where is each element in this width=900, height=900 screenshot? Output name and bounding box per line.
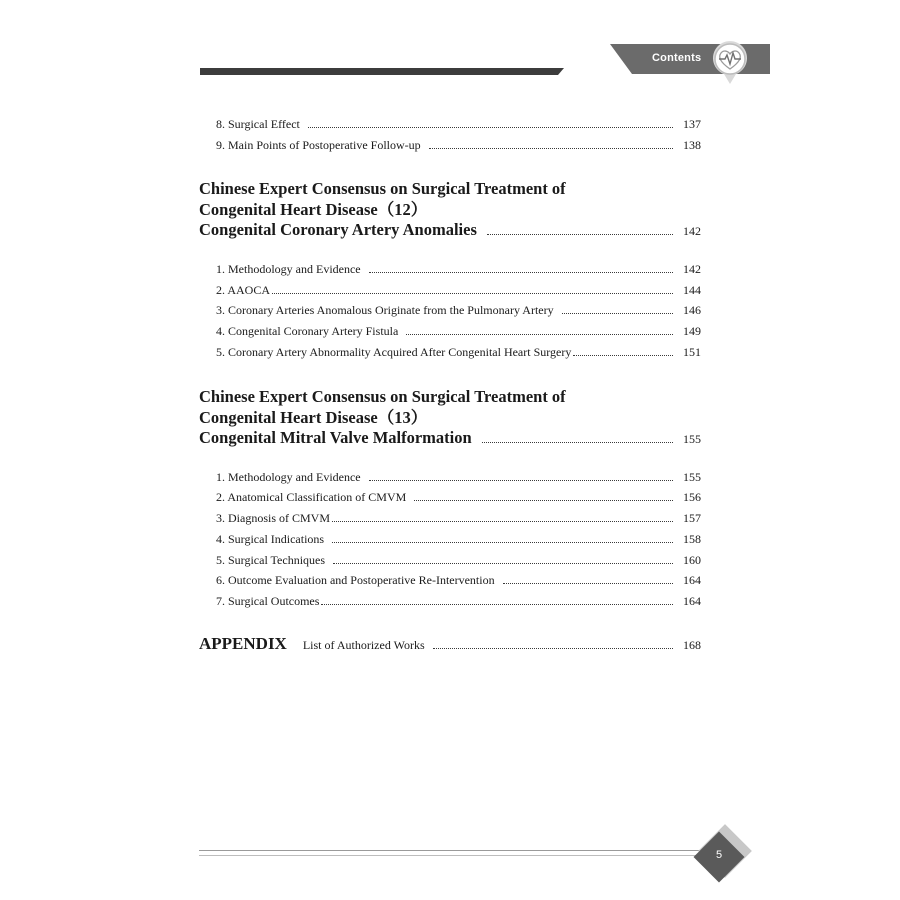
- toc-entry-page: 156: [683, 490, 701, 504]
- dot-leader: [321, 604, 673, 605]
- appendix-page: 168: [683, 638, 701, 652]
- toc-entry-label: 8. Surgical Effect: [216, 117, 300, 131]
- dot-leader: [482, 442, 673, 443]
- toc-entry[interactable]: [216, 303, 701, 318]
- toc-entry[interactable]: [216, 345, 701, 360]
- dot-leader: [414, 500, 673, 501]
- appendix-title: APPENDIX: [199, 634, 287, 653]
- toc-entry-label: 9. Main Points of Postoperative Follow-up: [216, 138, 421, 152]
- header-rule: [200, 68, 558, 75]
- toc-entry[interactable]: [216, 138, 701, 153]
- toc-entry-page: 144: [683, 283, 701, 297]
- dot-leader: [433, 648, 673, 649]
- toc-entry[interactable]: [216, 283, 701, 298]
- toc-entry[interactable]: [216, 553, 701, 568]
- dot-leader: [573, 355, 673, 356]
- toc-entry-label: 5. Coronary Artery Abnormality Acquired After Congenital Heart Surgery: [216, 345, 572, 359]
- dot-leader: [406, 334, 673, 335]
- dot-leader: [487, 234, 673, 235]
- toc-entry-label: 5. Surgical Techniques: [216, 553, 326, 567]
- toc-entry-page: 137: [683, 117, 701, 131]
- footer-rule: [199, 850, 709, 851]
- dot-leader: [562, 313, 673, 314]
- toc-entry-label: 7. Surgical Outcomes: [216, 594, 320, 608]
- toc-entry-page: 146: [683, 303, 701, 317]
- dot-leader: [369, 272, 673, 273]
- toc-entry-page: 164: [683, 594, 701, 608]
- section13-heading-entry[interactable]: [199, 428, 701, 448]
- toc-entry-page: 149: [683, 324, 701, 338]
- toc-entry-page: 164: [683, 573, 701, 587]
- toc-entry-label: 1. Methodology and Evidence: [216, 470, 361, 484]
- toc-entry-page: 158: [683, 532, 701, 546]
- footer-rule-secondary: [199, 855, 709, 856]
- toc-entry[interactable]: [216, 262, 701, 277]
- dot-leader: [333, 563, 673, 564]
- toc-entry[interactable]: [216, 324, 701, 339]
- dot-leader: [308, 127, 673, 128]
- toc-entry-label: 1. Methodology and Evidence: [216, 262, 361, 276]
- section13-heading-line2: Congenital Heart Disease（13）: [199, 408, 428, 427]
- toc-entry[interactable]: [216, 470, 701, 485]
- toc-entry-page: 138: [683, 138, 701, 152]
- section12-heading-line1: Chinese Expert Consensus on Surgical Treatment of: [199, 179, 566, 198]
- section12-heading-entry[interactable]: [199, 220, 701, 240]
- section13-page: 155: [683, 432, 701, 446]
- toc-entry-label: 2. AAOCA: [216, 283, 271, 297]
- toc-entry-page: 160: [683, 553, 701, 567]
- toc-entry[interactable]: [216, 594, 701, 609]
- section12-page: 142: [683, 224, 701, 238]
- page-number: 5: [715, 849, 723, 861]
- dot-leader: [429, 148, 673, 149]
- dot-leader: [332, 521, 673, 522]
- toc-entry[interactable]: [216, 532, 701, 547]
- toc-entry[interactable]: [216, 511, 701, 526]
- toc-entry-page: 142: [683, 262, 701, 276]
- toc-entry-page: 157: [683, 511, 701, 525]
- dot-leader: [272, 293, 673, 294]
- toc-entry-label: 6. Outcome Evaluation and Postoperative Re-Intervention: [216, 573, 495, 587]
- section13-heading-line3: Congenital Mitral Valve Malformation: [199, 428, 472, 447]
- toc-entry-label: 3. Coronary Arteries Anomalous Originate from the Pulmonary Artery: [216, 303, 554, 317]
- toc-entry-page: 151: [683, 345, 701, 359]
- appendix-label: List of Authorized Works: [302, 638, 425, 652]
- appendix-entry[interactable]: [199, 634, 701, 654]
- toc-entry-page: 155: [683, 470, 701, 484]
- heart-ecg-icon: [710, 40, 750, 86]
- toc-entry[interactable]: [216, 490, 701, 505]
- section12-heading-line2: Congenital Heart Disease（12）: [199, 200, 428, 219]
- dot-leader: [369, 480, 673, 481]
- contents-tab-label: Contents: [652, 52, 702, 64]
- toc-entry[interactable]: [216, 573, 701, 588]
- section13-heading-line1: Chinese Expert Consensus on Surgical Treatment of: [199, 387, 566, 406]
- dot-leader: [503, 583, 673, 584]
- toc-entry[interactable]: [216, 117, 701, 132]
- toc-entry-label: 2. Anatomical Classification of CMVM: [216, 490, 407, 504]
- toc-entry-label: 3. Diagnosis of CMVM: [216, 511, 331, 525]
- dot-leader: [332, 542, 673, 543]
- section12-heading-line3: Congenital Coronary Artery Anomalies: [199, 220, 477, 239]
- toc-entry-label: 4. Surgical Indications: [216, 532, 325, 546]
- toc-entry-label: 4. Congenital Coronary Artery Fistula: [216, 324, 399, 338]
